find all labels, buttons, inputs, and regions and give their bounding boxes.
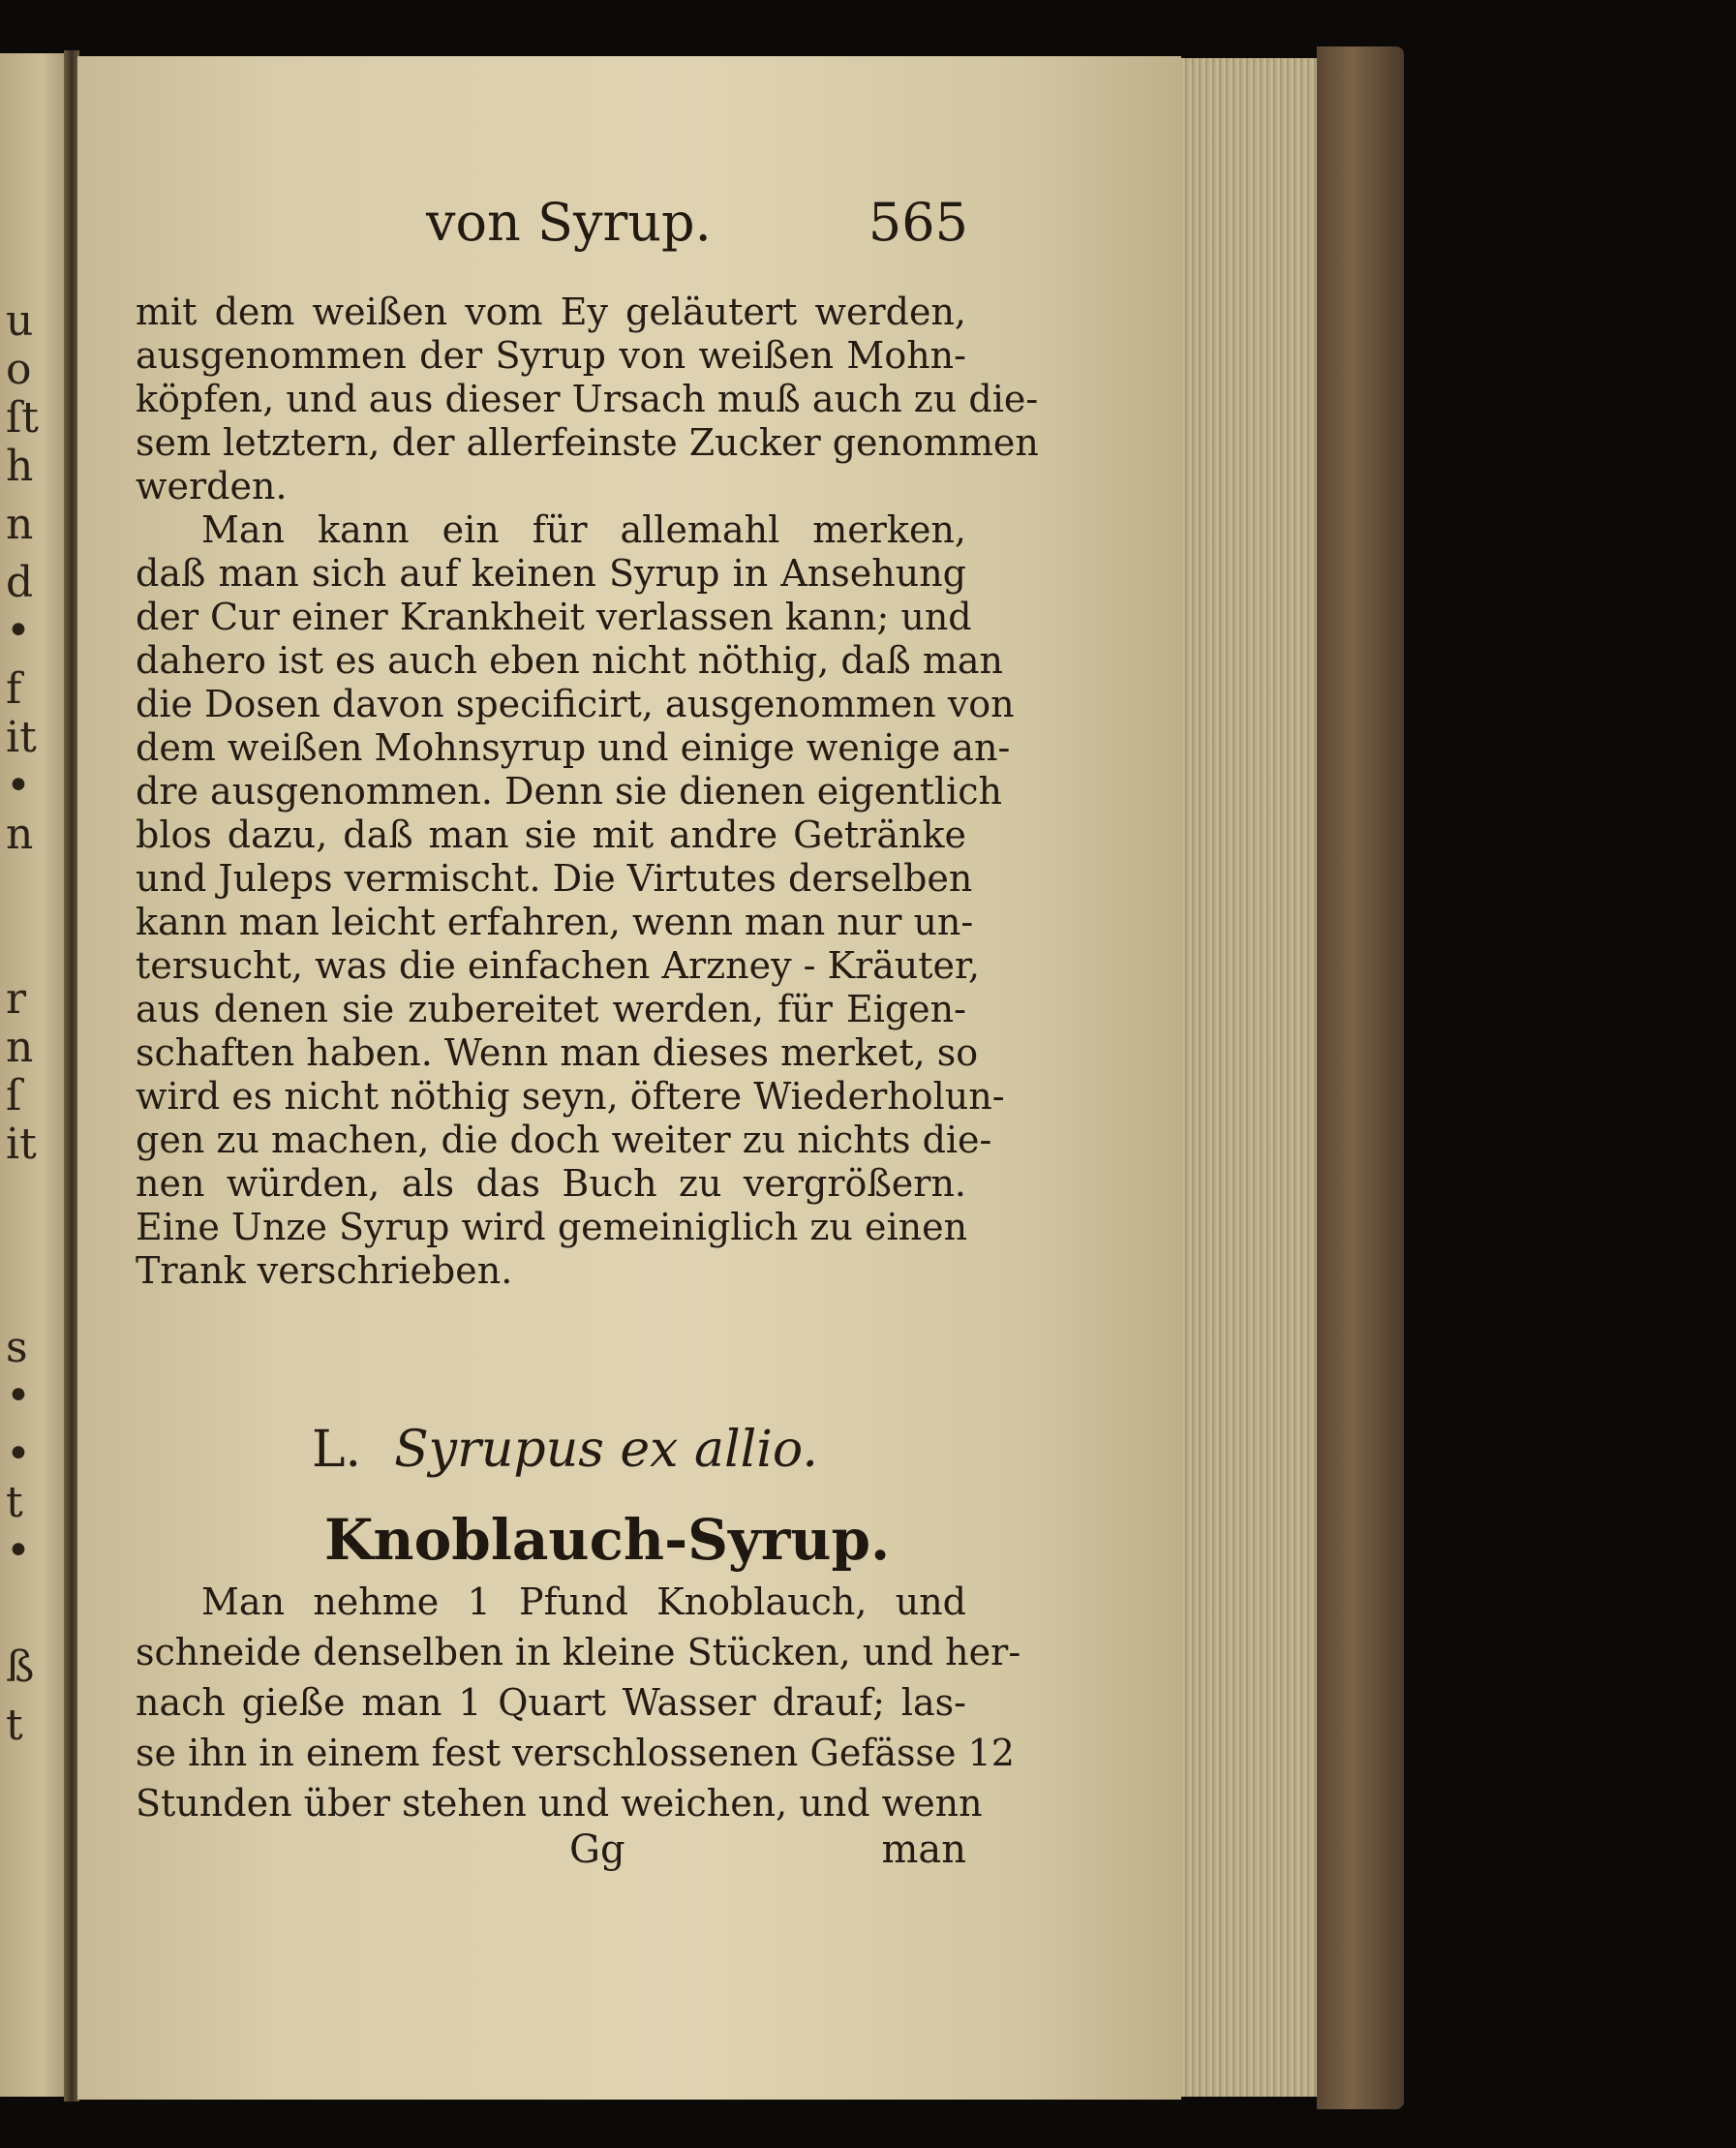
page-number: 565 <box>868 192 968 253</box>
left-page-fragment: o <box>6 345 32 394</box>
left-page-fragment: ß <box>6 1642 35 1692</box>
text-line: schaften haben. Wenn man dieses merket, so <box>136 1031 979 1074</box>
text-line: blos dazu, daß man sie mit andre Getränke <box>136 813 966 856</box>
left-page-fragment: h <box>6 442 34 491</box>
text-line: tersucht, was die einfachen Arzney - Kräuter, <box>136 944 981 987</box>
text-line: wird es nicht nöthig seyn, öftere Wiederholun- <box>136 1075 1005 1118</box>
text-line: mit dem weißen vom Ey geläutert werden, <box>136 291 966 333</box>
left-page-fragment: n <box>6 500 34 549</box>
book-cover <box>1317 46 1404 2109</box>
text-line: Man kann ein für allemahl merken, <box>201 508 966 551</box>
left-page-fragment: s <box>6 1323 28 1372</box>
running-title: von Syrup. <box>426 192 712 253</box>
catchword: man <box>881 1827 966 1872</box>
text-line: schneide denselben in kleine Stücken, und her- <box>136 1631 1021 1673</box>
text-line: Stunden über stehen und weichen, und wenn <box>136 1782 983 1825</box>
text-line: ausgenommen der Syrup von weißen Mohn- <box>136 334 966 377</box>
text-line: Trank verschrieben. <box>136 1249 513 1292</box>
text-line: dre ausgenommen. Denn sie dienen eigentlich <box>136 770 1002 813</box>
text-line: nen würden, als das Buch zu vergrößern. <box>136 1162 966 1205</box>
page-edges <box>1181 58 1317 2097</box>
left-page-edge <box>0 53 70 2097</box>
text-line: Eine Unze Syrup wird gemeiniglich zu einen <box>136 1206 968 1248</box>
left-page-fragment: • <box>6 1526 31 1576</box>
left-page-fragment: t <box>6 1701 23 1750</box>
signature-mark: Gg <box>569 1827 625 1872</box>
text-line: werden. <box>136 465 288 507</box>
left-page-fragment: u <box>6 296 34 346</box>
text-line: dahero ist es auch eben nicht nöthig, daß man <box>136 639 1004 682</box>
text-line: daß man sich auf keinen Syrup in Ansehung <box>136 552 966 595</box>
running-header <box>426 189 968 257</box>
text-line: dem weißen Mohnsyrup und einige wenige an- <box>136 726 1011 769</box>
section-latin-title: Syrupus ex allio. <box>394 1421 818 1479</box>
left-page-fragment: f <box>6 664 22 714</box>
left-page-fragment: it <box>6 713 37 762</box>
text-line: und Juleps vermischt. Die Virtutes derselben <box>136 857 973 900</box>
text-line: aus denen sie zubereitet werden, für Eigen- <box>136 988 966 1030</box>
left-page-fragment: n <box>6 1023 34 1072</box>
left-page-fragment: • <box>6 606 31 656</box>
left-page-fragment: • <box>6 1429 31 1479</box>
text-line: sem letztern, der allerfeinste Zucker genommen <box>136 421 1039 464</box>
text-line: gen zu machen, die doch weiter zu nichts die- <box>136 1119 992 1161</box>
section-german-title: Knoblauch-Syrup. <box>324 1507 891 1573</box>
left-page-fragment: • <box>6 761 31 811</box>
left-page-fragment: ſt <box>6 393 39 443</box>
left-page-fragment: • <box>6 1371 31 1421</box>
left-page-fragment: t <box>6 1478 23 1527</box>
left-page-fragment: ſ <box>6 1071 22 1120</box>
text-line: se ihn in einem fest verschlossenen Gefässe 12 <box>136 1732 1015 1774</box>
text-line: nach gieße man 1 Quart Wasser drauf; las- <box>136 1681 966 1724</box>
text-line: köpfen, und aus dieser Ursach muß auch zu die- <box>136 378 1039 420</box>
section-heading <box>312 1416 893 1484</box>
text-line: kann man leicht erfahren, wenn man nur un- <box>136 901 974 943</box>
left-page-fragment: d <box>6 558 34 607</box>
left-page-fragment: n <box>6 810 34 859</box>
left-page-fragment: r <box>6 974 27 1024</box>
text-line: Man nehme 1 Pfund Knoblauch, und <box>201 1580 966 1623</box>
left-page-fragment: it <box>6 1120 37 1169</box>
text-line: die Dosen davon specificirt, ausgenommen von <box>136 683 1015 725</box>
body-text <box>136 291 1039 1293</box>
page-footer <box>136 1826 966 1874</box>
recipe-text <box>136 1577 1021 1828</box>
text-line: der Cur einer Krankheit verlassen kann; und <box>136 596 972 638</box>
section-number: L. <box>312 1421 362 1479</box>
